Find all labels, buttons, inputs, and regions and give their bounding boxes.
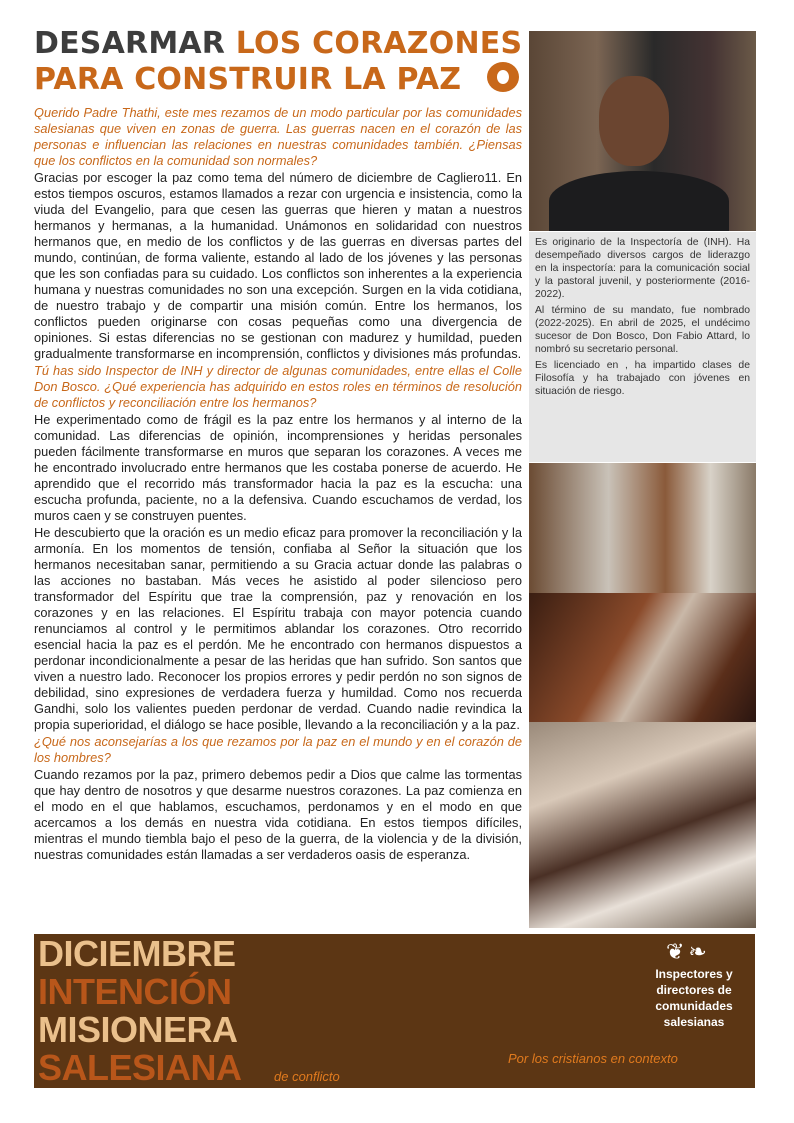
banner-line-2: INTENCIÓN — [38, 971, 232, 1012]
question: Tú has sido Inspector de INH y director de algunas comunidades, entre ellas el Colle Don Bosco. ¿Qué experiencia has adquirido en estos roles en términos de resolución de conflictos y reconciliación entre los hermanos? — [34, 363, 522, 410]
church-photo — [529, 593, 756, 722]
caption-paragraph: Es licenciado en , ha impartido clases de Filosofía y ha trabajado con jóvenes en situación de riesgo. — [535, 360, 750, 397]
banner-line-1: DICIEMBRE — [38, 933, 236, 974]
bio-caption — [529, 232, 756, 462]
answer-paragraph: He experimentado como de frágil es la paz entre los hermanos y al interno de la comunidad. Las diferencias de opinión, incomprensiones y heridas personales pueden fácilmente transformarse en muros que separan los corazones. A veces me he encontrado involucrado entre hermanos que les costaba ponerse de acuerdo. He aprendido que el recorrido más transformador hacia la paz es la escucha: una escucha profunda, paciente, no a la defensiva. Cuando escuchamos de verdad, los muros caen y se construyen puentes. — [34, 412, 522, 523]
statue-photo — [529, 463, 756, 593]
hands-icon: ❦❧ — [666, 939, 711, 964]
portrait-photo — [529, 31, 756, 231]
banner-line-3: MISIONERA — [38, 1009, 238, 1050]
answer-paragraph: Cuando rezamos por la paz, primero debemos pedir a Dios que calme las tormentas que hay dentro de nosotros y que desarme nuestros corazones. La paz comienza en el modo en el que hablamos, escuchamos, perdonamos y en el modo en que acercamos a los demás en nuestra vida cotidiana. En estos tiempos difíciles, mientras el mundo tiembla bajo el peso de la guerra, de la violencia y de la división, nuestras comunidades están llamadas a ser verdaderos oasis de esperanza. — [34, 767, 522, 862]
intention-audience: Inspectores y directores de comunidades salesianas — [655, 967, 733, 1029]
people-photo — [529, 722, 756, 928]
logo-icon — [487, 62, 519, 92]
answer-paragraph: Gracias por escoger la paz como tema del número de diciembre de Cagliero11. En estos tiempos oscuros, estamos llamados a rezar con urgencia e insistencia, como la viuda del Evangelio, para que cesen las guerras que hieren y matan a nuestros hermanos y hermanas, a la humanidad. Unámonos en solidaridad con nuestros hermanos que, en medio de los conflictos y de las guerras en diversas partes del mundo, continúan, de forma valiente, estando al lado de los jóvenes y las personas que les son confiadas para su cuidado. Los conflictos son inherentes a la experiencia humana y nuestras comunidades no son una excepción. Surgen en la vida cotidiana, de nuestro trabajo y de compartir una misión común. Entre los hermanos, los conflictos pueden originarse con cosas pequeñas como una divergencia de opiniones. Si estas diferencias no se gestionan con madurez y humildad, pueden gradualmente transformarse en incomprensión, conflictos y divisiones más profundas. — [34, 170, 522, 361]
question: ¿Qué nos aconsejarías a los que rezamos por la paz en el mundo y en el corazón de los hombres? — [34, 734, 522, 765]
answer-paragraph: He descubierto que la oración es un medio eficaz para promover la reconciliación y la armonía. En los momentos de tensión, confiaba al Señor la situación que los hermanos necesitaban sanar, permitiendo a su Gracia actuar donde las palabras o las acciones no bastaban. Más veces he asistido al poder silencioso pero transformador del Espíritu que trae la comprensión, paz y renovación en los corazones y en las relaciones. El Espíritu trabaja con mayor potencia cuando renunciamos al control y le permitimos ablandar los corazones. Otro recorrido esencial hacia la paz es el perdón. Me he encontrado con hermanos dispuestos a perdonar incondicionalmente a pesar de las heridas que han sufrido. Son santos que viven a nuestro lado. Reconocer los propios errores y pedir perdón no son signos de debilidad, sino expresiones de verdadera fuerza y humildad. Como nos recuerda Gandhi, solo los valientes pueden perdonar de verdad. Cuando nadie revindica la propia superioridad, el diálogo se hace posible, llevando a la reconciliación y a la paz. — [34, 525, 522, 732]
banner-line-4: SALESIANA — [38, 1047, 242, 1088]
intention-banner — [34, 934, 755, 1088]
intention-text-a: Por los cristianos en contexto — [508, 1051, 678, 1066]
article-body — [34, 104, 522, 864]
intention-text-b: de conflicto — [274, 1069, 340, 1084]
caption-paragraph: Es originario de la Inspectoría de (INH). Ha desempeñado diversos cargos de liderazgo en la inspectoría: para la comunicación social y la pastoral juvenil, y posteriormente (2016-2022). — [535, 237, 750, 300]
page-title — [34, 26, 522, 98]
title-orange: LOS CORAZONES — [235, 26, 523, 61]
title-dark: DESARMAR — [34, 26, 236, 61]
caption-paragraph: Al término de su mandato, fue nombrado (2022-2025). En abril de 2025, el undécimo sucesor de Don Bosco, Don Fabio Attard, lo nombró su secretario personal. — [535, 305, 750, 355]
question: Querido Padre Thathi, este mes rezamos de un modo particular por las comunidades salesianas que viven en zonas de guerra. Las guerras nacen en el corazón de las personas e influencian las relaciones en nuestras comunidades también. ¿Piensas que los conflictos en la comunidad son normales? — [34, 105, 522, 168]
title-line2: PARA CONSTRUIR LA PAZ — [34, 62, 462, 97]
